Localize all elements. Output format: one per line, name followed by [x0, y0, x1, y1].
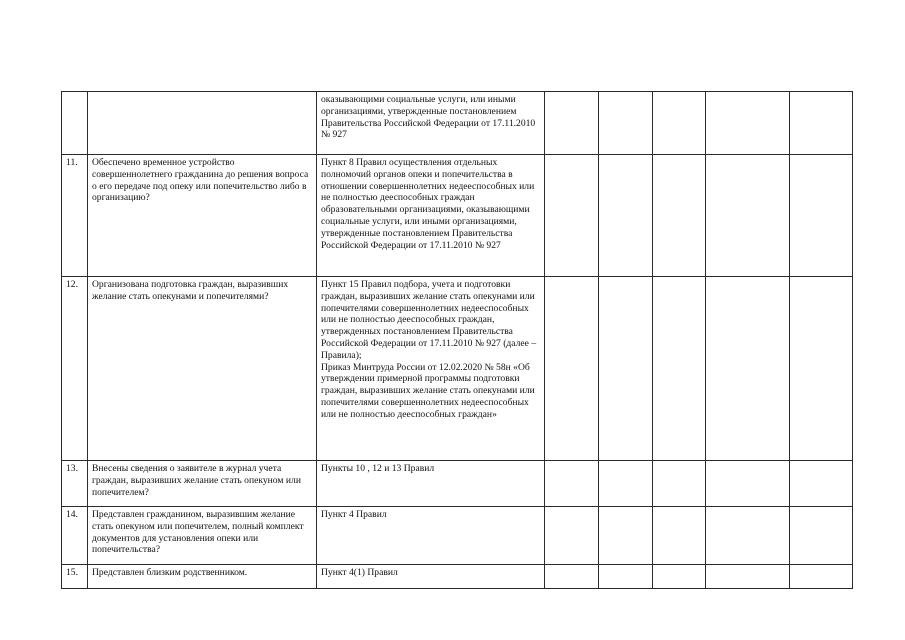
question-text: Представлен близким родственником. [92, 567, 248, 578]
legal-basis-text: Пункт 4 Правил [321, 509, 387, 520]
legal-basis-text: Пункт 8 Правил осуществления отдельных полномочий органов опеки и попечительства в отношении совершеннолетних недееспособных или не полностью дееспособных граждан образовательными организациями, оказывающими социальные услуги, или иными организациями, утвержденные постановлением Правительства Российской Федерации от 17.11.2010 № 927 [321, 157, 535, 251]
answer-yes-cell[interactable] [545, 92, 599, 155]
answer-cell[interactable] [706, 277, 790, 461]
legal-basis-cell [317, 277, 545, 461]
question-text: Внесены сведения о заявителе в журнал учета граждан, выразивших желание стать опекуном или попечителем? [92, 463, 301, 498]
answer-na-cell[interactable] [653, 507, 706, 565]
legal-basis-text: Пункт 4(1) Правил [321, 567, 398, 578]
note-cell[interactable] [790, 155, 853, 277]
answer-na-cell[interactable] [653, 565, 706, 589]
row-number-cell [62, 277, 88, 461]
answer-cell[interactable] [706, 461, 790, 507]
table-row [62, 92, 853, 155]
question-cell [88, 155, 317, 277]
answer-yes-cell[interactable] [545, 277, 599, 461]
question-cell [88, 92, 317, 155]
answer-yes-cell[interactable] [545, 565, 599, 589]
legal-basis-text: Пункт 15 Правил подбора, учета и подготовки граждан, выразивших желание стать опекунами или попечителями совершеннолетних недееспособных или не полностью дееспособных граждан, утвержденных постановлением Правительства Российской Федерации от 17.11.2010 № 927 (далее – Правила); Приказ Минтруда России от 12.02.2020 № 58н «Об утверждении примерной программы подготовки граждан, выразивших желание стать опекунами или попечителями совершеннолетних недееспособных или не полностью дееспособных граждан» [321, 279, 537, 420]
table-row [62, 277, 853, 461]
answer-na-cell[interactable] [653, 277, 706, 461]
answer-cell[interactable] [706, 565, 790, 589]
row-number-cell [62, 507, 88, 565]
answer-yes-cell[interactable] [545, 155, 599, 277]
note-cell[interactable] [790, 92, 853, 155]
table-row [62, 565, 853, 589]
answer-na-cell[interactable] [653, 155, 706, 277]
legal-basis-text: оказывающими социальные услуги, или иными организациями, утвержденные постановлением Правительства Российской Федерации от 17.11.2010 № 927 [321, 94, 536, 141]
legal-basis-cell [317, 565, 545, 589]
answer-na-cell[interactable] [653, 461, 706, 507]
legal-basis-text: Пункты 10 , 12 и 13 Правил [321, 463, 435, 474]
answer-yes-cell[interactable] [545, 461, 599, 507]
note-cell[interactable] [790, 277, 853, 461]
row-number-cell [62, 92, 88, 155]
note-cell[interactable] [790, 461, 853, 507]
row-number: 11. [66, 157, 78, 168]
legal-basis-cell [317, 461, 545, 507]
answer-no-cell[interactable] [599, 155, 653, 277]
row-number: 13. [66, 463, 78, 474]
row-number: 15. [66, 567, 78, 578]
row-number-cell [62, 155, 88, 277]
answer-na-cell[interactable] [653, 92, 706, 155]
answer-cell[interactable] [706, 155, 790, 277]
answer-no-cell[interactable] [599, 565, 653, 589]
answer-no-cell[interactable] [599, 92, 653, 155]
question-text: Обеспечено временное устройство совершеннолетнего гражданина до решения вопроса о его передаче под опеку или попечительство либо в организацию? [92, 157, 309, 204]
row-number-cell [62, 461, 88, 507]
answer-cell[interactable] [706, 92, 790, 155]
question-cell [88, 565, 317, 589]
note-cell[interactable] [790, 507, 853, 565]
checklist-table [61, 91, 853, 589]
table-row [62, 155, 853, 277]
question-cell [88, 461, 317, 507]
row-number-cell [62, 565, 88, 589]
answer-yes-cell[interactable] [545, 507, 599, 565]
row-number: 12. [66, 279, 78, 290]
table-row [62, 461, 853, 507]
answer-no-cell[interactable] [599, 277, 653, 461]
question-cell [88, 277, 317, 461]
note-cell[interactable] [790, 565, 853, 589]
question-text: Организована подготовка граждан, выразивших желание стать опекунами и попечителями? [92, 279, 289, 302]
answer-no-cell[interactable] [599, 461, 653, 507]
row-number: 14. [66, 509, 78, 520]
answer-cell[interactable] [706, 507, 790, 565]
legal-basis-cell [317, 92, 545, 155]
answer-no-cell[interactable] [599, 507, 653, 565]
question-text: Представлен гражданином, выразившим желание стать опекуном или попечителем, полный комплект документов для установления опеки или попечительства? [92, 509, 304, 556]
legal-basis-cell [317, 507, 545, 565]
question-cell [88, 507, 317, 565]
legal-basis-cell [317, 155, 545, 277]
table-row [62, 507, 853, 565]
